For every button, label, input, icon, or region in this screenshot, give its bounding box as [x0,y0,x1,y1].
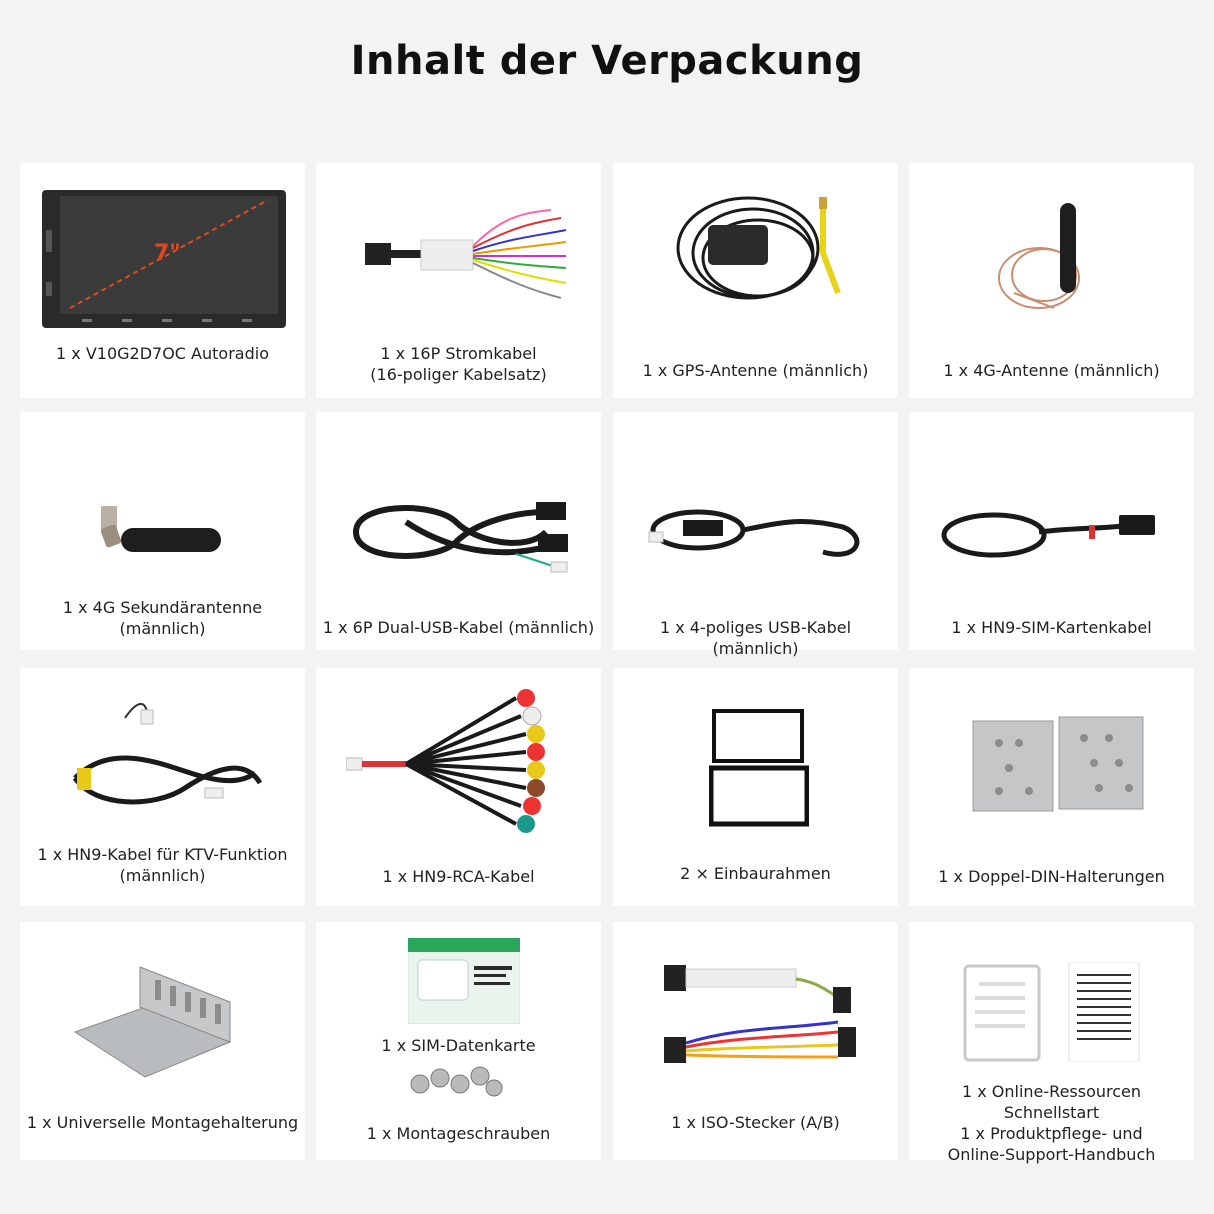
item-card-power-harness [316,163,601,398]
item-card-din-bracket [909,668,1194,906]
item-caption: 1 x V10G2D7OC Autoradio [56,344,269,363]
item-caption: 1 x HN9-RCA-Kabel [382,867,535,886]
item-caption: 1 x Universelle Montagehalterung [26,1113,299,1132]
dual-usb-cable-icon [346,492,576,582]
item-caption: 1 x ISO-Stecker (A/B) [671,1113,840,1132]
universal-bracket-icon [70,962,240,1082]
item-card-gps-antenna [613,163,898,398]
item-card-4g-antenna [909,163,1194,398]
item-card-car-radio [20,163,305,398]
item-caption: 1 x SIM-Datenkarte [381,1036,536,1055]
item-card-rca-cable [316,668,601,906]
mounting-frame-icon [709,708,809,828]
4g-antenna-icon [994,203,1104,313]
item-card-iso-connector [613,922,898,1160]
iso-connector-icon [658,957,858,1077]
item-card-manual [909,922,1194,1164]
sim-cable-icon [939,507,1169,567]
item-caption: 1 x Doppel-DIN-Halterungen [938,867,1165,886]
power-harness-icon [361,208,571,303]
item-caption: 2 × Einbaurahmen [680,864,831,883]
car-radio-icon [42,190,286,328]
item-caption: 1 x 16P Stromkabel (16-poliger Kabelsatz) [370,344,547,384]
screws-icon [408,1064,504,1104]
page-title: Inhalt der Verpackung [350,38,864,84]
sim-card-icon [408,938,520,1024]
rca-cable-icon [346,688,576,838]
usb-cable-icon [643,502,873,572]
item-caption: 1 x 6P Dual-USB-Kabel (männlich) [322,618,595,637]
item-caption: 1 x GPS-Antenne (männlich) [642,361,869,380]
item-caption: 1 x 4-poliges USB-Kabel (männlich) [659,618,852,658]
item-caption: 1 x 4G-Antenne (männlich) [943,361,1160,380]
item-caption: 1 x HN9-Kabel für KTV-Funktion (männlich) [37,845,288,885]
item-card-sim-cable [909,412,1194,650]
secondary-antenna-icon [95,502,225,562]
din-bracket-icon [969,713,1149,813]
item-card-ktv-cable [20,668,305,906]
item-card-sim-and-screws [316,922,601,1160]
manual-icon [961,962,1141,1062]
item-card-secondary-antenna [20,412,305,650]
screen-size-label: 7" [154,241,181,266]
item-card-dual-usb-cable [316,412,601,650]
item-card-mounting-frame [613,668,898,906]
ktv-cable-icon [65,698,265,828]
item-caption: 1 x 4G Sekundärantenne (männlich) [62,598,263,638]
item-caption: 1 x Online-Ressourcen Schnellstart 1 x Produktpflege- und Online-Support-Handbuch [947,1082,1156,1164]
item-card-usb-cable [613,412,898,658]
gps-antenna-icon [673,193,843,323]
item-caption: 1 x HN9-SIM-Kartenkabel [951,618,1152,637]
item-card-universal-bracket [20,922,305,1160]
item-caption-2: 1 x Montageschrauben [366,1124,551,1143]
